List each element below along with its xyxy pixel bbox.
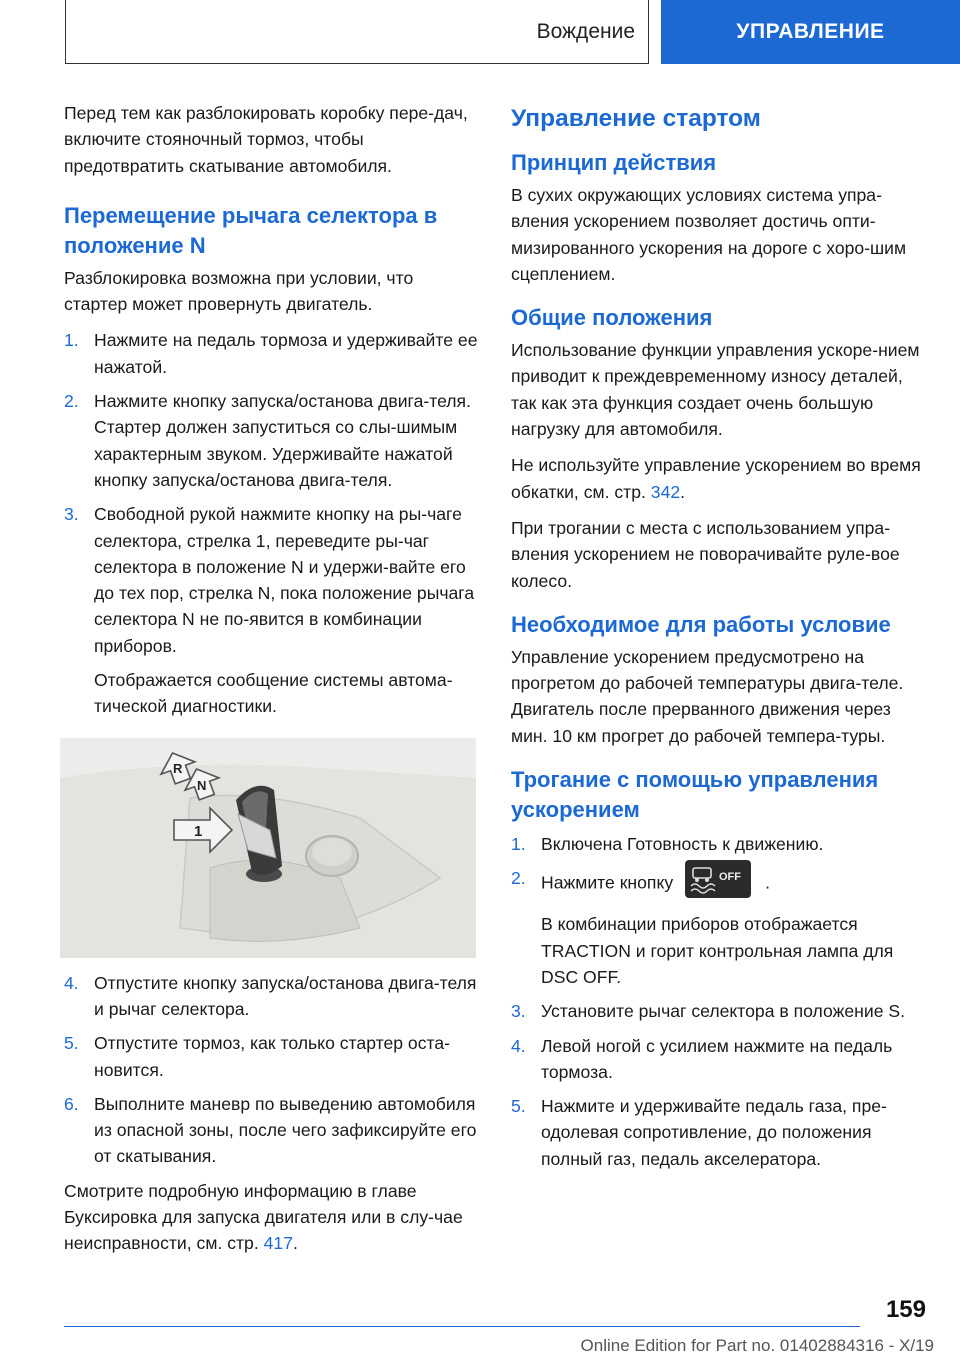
section-heading-general: Общие положения bbox=[511, 305, 713, 331]
step-text: Нажмите на педаль тормоза и удерживайте ее нажатой. bbox=[94, 330, 478, 377]
page-number: 159 bbox=[885, 1296, 926, 1323]
outro-text: Смотрите подробную информацию в главе Буксировка для запуска двигателя или в слу-чае неисправности, см. стр. bbox=[64, 1180, 463, 1254]
header-section-left bbox=[65, 0, 649, 64]
list-item bbox=[511, 998, 931, 1024]
list-item bbox=[64, 327, 478, 380]
step-text: Включена Готовность к движению. bbox=[541, 834, 824, 855]
list-item bbox=[511, 1033, 931, 1086]
section-heading-requirement: Необходимое для работы условие bbox=[511, 611, 891, 637]
steps-list-a bbox=[64, 327, 478, 719]
list-item bbox=[64, 501, 478, 719]
step-number: 4. bbox=[511, 1035, 526, 1056]
step-text-end: . bbox=[765, 873, 771, 893]
step-text: Нажмите кнопку bbox=[541, 873, 674, 893]
paragraph-text: Не используйте управление ускорением во время обкатки, см. стр. bbox=[511, 455, 921, 502]
step-text: Отпустите кнопку запуска/останова двига-теля и рычаг селектора. bbox=[94, 972, 477, 1019]
figure-label-r: R bbox=[173, 760, 183, 776]
right-column bbox=[511, 100, 931, 1180]
step-text: Установите рычаг селектора в положение S. bbox=[541, 1001, 905, 1022]
gear-selector-svg bbox=[60, 738, 476, 958]
list-item bbox=[64, 388, 478, 493]
section-paragraph: В сухих окружающих условиях система упра-вления ускорением позволяет достичь опти-мизированного ускорения на дороге с хоро-шим сцеплением. bbox=[511, 185, 907, 284]
dsc-off-button-icon bbox=[685, 860, 751, 898]
footer-divider bbox=[64, 1326, 860, 1327]
section-heading-selector-n: Перемещение рычага селектора в положение N bbox=[64, 202, 438, 258]
page-link-342[interactable]: 342 bbox=[650, 481, 681, 502]
section-paragraph: Разблокировка возможна при условии, что стартер может провернуть двигатель. bbox=[64, 267, 414, 315]
outro-paragraph bbox=[64, 1178, 478, 1257]
figure-label-n: N bbox=[197, 777, 207, 793]
outro-end: . bbox=[292, 1233, 298, 1254]
step-text: Отпустите тормоз, как только стартер оста-новится. bbox=[94, 1033, 450, 1080]
section-paragraph: При трогании с места с использованием упра-вления ускорением не поворачивайте руле-вое колесо. bbox=[511, 517, 900, 591]
step-number: 4. bbox=[64, 972, 79, 993]
step-text: Выполните маневр по выведению автомобиля из опасной зоны, после чего зафиксируйте его от скатывания. bbox=[94, 1093, 477, 1167]
section-paragraph: Использование функции управления ускоре-нием приводит к преждевременному износу деталей, так как эта функция создает очень большую нагрузку для автомобиля. bbox=[511, 340, 920, 440]
step-number: 1. bbox=[64, 330, 79, 351]
dsc-off-label: OFF bbox=[719, 871, 742, 884]
step-number: 5. bbox=[64, 1033, 79, 1054]
paragraph-end: . bbox=[680, 481, 686, 502]
page-title: Управление стартом bbox=[511, 105, 761, 132]
step-text: Нажмите кнопку запуска/останова двига-теля. Стартер должен запуститься со слы-шимым характерным звуком. Удерживайте нажатой кнопку запуска/останова двига-теля. bbox=[94, 391, 471, 490]
list-item bbox=[64, 1091, 478, 1170]
page-link-417[interactable]: 417 bbox=[263, 1233, 293, 1254]
step-text-with-icon bbox=[541, 865, 931, 903]
section-heading-principle: Принцип действия bbox=[511, 150, 717, 175]
step-number: 3. bbox=[64, 504, 79, 525]
section-paragraph bbox=[511, 452, 931, 505]
step-number: 3. bbox=[511, 1001, 526, 1022]
header-section-right-label: УПРАВЛЕНИЕ bbox=[736, 20, 885, 43]
header-section-right bbox=[661, 0, 960, 64]
step-number: 6. bbox=[64, 1093, 79, 1114]
section-heading-launch: Трогание с помощью управления ускорением bbox=[511, 767, 879, 823]
list-item bbox=[511, 831, 931, 857]
steps-list-launch bbox=[511, 831, 931, 1172]
list-item bbox=[64, 1030, 478, 1083]
footer-edition: Online Edition for Part no. 01402884316 - X/19 bbox=[580, 1336, 934, 1355]
step-number: 2. bbox=[64, 391, 79, 412]
step-number: 2. bbox=[511, 868, 526, 889]
step-number: 1. bbox=[511, 834, 526, 855]
section-paragraph: Управление ускорением предусмотрено на прогретом до рабочей температуры двига-теле. Двигатель после прерванного движения через мин. 10 км прогрет до рабочей темпера-туры. bbox=[511, 646, 904, 746]
step-number: 5. bbox=[511, 1096, 526, 1117]
list-item bbox=[511, 1093, 931, 1172]
step-text: Левой ногой с усилием нажмите на педаль тормоза. bbox=[541, 1035, 893, 1082]
list-item bbox=[511, 865, 931, 990]
step-extra-text: Отображается сообщение системы автома-тической диагностики. bbox=[94, 670, 453, 717]
step-text: Свободной рукой нажмите кнопку на ры-чаге селектора, стрелка 1, переведите ры-чаг селектора в положение N и удержи-вайте его до тех пор, стрелка N, пока положение рычага селектора N не по-явится в комбинации приборов. bbox=[94, 504, 475, 656]
list-item bbox=[64, 970, 478, 1023]
intro-paragraph: Перед тем как разблокировать коробку пере-дач, включите стояночный тормоз, чтобы предотвратить скатывание автомобиля. bbox=[64, 103, 468, 176]
step-extra-text: В комбинации приборов отображается TRACTION и горит контрольная лампа для DSC OFF. bbox=[541, 914, 894, 987]
header-section-left-label: Вождение bbox=[536, 20, 635, 43]
step-text: Нажмите и удерживайте педаль газа, пре-одолевая сопротивление, до положения полный газ, педаль акселератора. bbox=[541, 1096, 887, 1169]
gear-selector-illustration bbox=[60, 738, 476, 958]
figure-label-1: 1 bbox=[194, 822, 203, 840]
left-column bbox=[64, 100, 478, 1267]
steps-list-b bbox=[64, 970, 478, 1170]
